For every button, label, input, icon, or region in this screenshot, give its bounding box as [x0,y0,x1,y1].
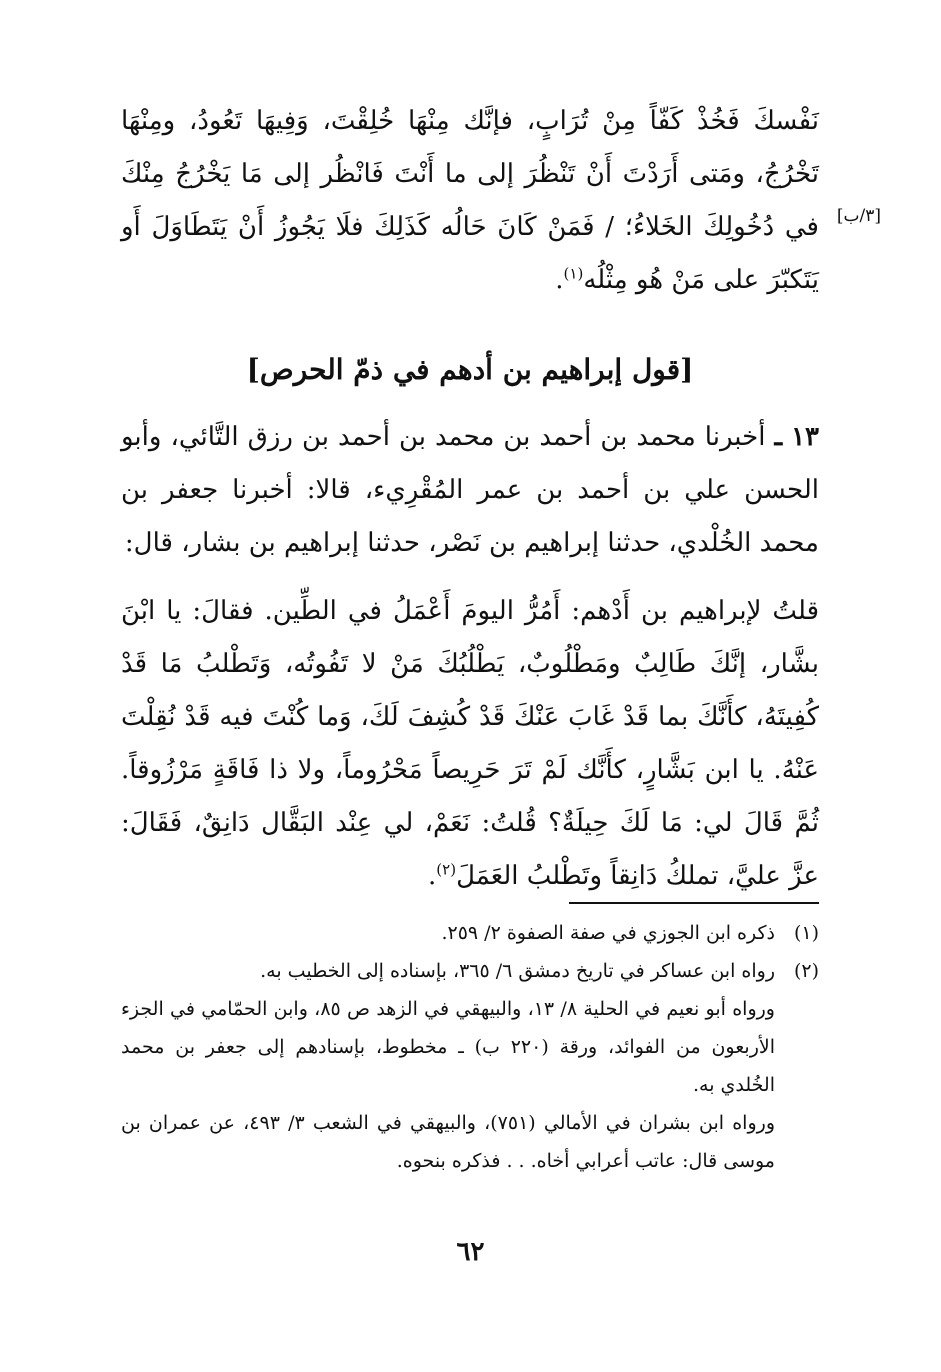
footnote-1 [121,914,819,952]
section-heading: [قول إبراهيم بن أدهم في ذمّ الحرص] [246,353,694,386]
footnote-text: ذكره ابن الجوزي في صفة الصفوة ٢/ ٢٥٩. [441,922,775,944]
footnotes [121,914,819,1180]
footnote-2-continuation: ورواه أبو نعيم في الحلية ٨/ ١٣، والبيهقي في الزهد ص ٨٥، وابن الحمّامي في الجزء الأربعون من الفوائد، ورقة (٢٢٠ ب) ـ مخطوط، بإسنادهم إلى جعفر بن محمد الخُلدي به. [121,998,775,1096]
matn-paragraph: قلتُ لإبراهيم بن أَدْهم: أَمُرُّ اليومَ أَعْمَلُ في الطِّين. فقالَ: يا ابْنَ بشَّار، إنَّكَ طَالِبٌ ومَطْلُوبٌ، يَطْلُبُكَ مَنْ لا تَفُوتُه، وَتَطْلبُ مَا قَدْ كُفِيتَهُ، كأَنَّكَ بما قَدْ غَابَ عَنْكَ قَدْ كُشِفَ لَكَ، وَما كُنْتَ فيه قَدْ نُقِلْتَ عَنْهُ. يا ابن بَشَّارٍ، كأَنَّك لَمْ تَرَ حَرِيصاً مَحْرُوماً، ولا ذا فَاقَةٍ مَرْزُوقاً. ثُمَّ قَالَ لي: مَا لَكَ حِيلَةٌ؟ قُلتُ: نَعَمْ، لي عِنْد البَقَّال دَانِقٌ، فَقَالَ: عزَّ عليَّ، تملكُ دَانِقاً وتَطْلبُ العَمَلَ$^{(٢)}$. [121,596,819,891]
footnote-number: (١) [793,922,819,944]
footnote-divider [569,902,819,904]
footnote-number: (٢) [793,960,819,982]
footnote-2-continuation: ورواه ابن بشران في الأمالي (٧٥١)، والبيهقي في الشعب ٣/ ٤٩٣، عن عمران بن موسى قال: عاتب أعرابي أخاه. . . فذكره بنحوه. [121,1112,775,1172]
page-number: ٦٢ [456,1237,485,1267]
hadith-paragraph: ١٣ ـ أخبرنا محمد بن أحمد بن محمد بن أحمد بن رزق التَّائي، وأبو الحسن علي بن أحمد بن عمر المُقْرِيء، قالا: أخبرنا جعفر بن محمد الخُلْدي، حدثنا إبراهيم بن نَصْر، حدثنا إبراهيم بن بشار، قال: [121,422,820,558]
footnote-ref-2[interactable]: (٢) [436,860,457,879]
footnote-text: رواه ابن عساكر في تاريخ دمشق ٦/ ٣٦٥، بإسناده إلى الخطيب به. [260,960,775,982]
hadith-number: ١٣ [791,422,820,452]
paragraph-continuation: نَفْسكَ فَخُذْ كَفّاً مِنْ تُرَابٍ، فإنَّك مِنْهَا خُلِقْتَ، وَفِيهَا تَعُودُ، ومِنْهَا تَخْرُجُ، ومَتى أَرَدْتَ أَنْ تَنْظُرَ إلى ما أَنْتَ فَانْظُر إلى مَا يَخْرُجُ مِنْكَ في دُخُولِكَ الخَلاءُ؛ / فَمَنْ كَانَ حَالُه كَذَلِكَ فلَا يَجُوزُ أَنْ يَتَطَاوَلَ أَو يَتَكبّرَ على مَنْ هُو مِثْلُه$^{(١)}$. [121,106,819,295]
footnote-2 [121,952,819,990]
matn-text: قلتُ لإبراهيم بن أَدْهم: أَمُرُّ اليومَ أَعْمَلُ في الطِّين. فقالَ: يا ابْنَ بشَّار، إنَّكَ طَالِبٌ ومَطْلُوبٌ، يَطْلُبُكَ مَنْ لا تَفُوتُه، وَتَطْلبُ مَا قَدْ كُفِيتَهُ، كأَنَّكَ بما قَدْ غَابَ عَنْكَ قَدْ كُشِفَ لَكَ، وَما كُنْتَ فيه قَدْ نُقِلْتَ عَنْهُ. يا ابن بَشَّارٍ، كأَنَّك لَمْ تَرَ حَرِيصاً مَحْرُوماً، ولا ذا فَاقَةٍ مَرْزُوقاً. ثُمَّ قَالَ لي: مَا لَكَ حِيلَةٌ؟ قُلتُ: نَعَمْ، لي عِنْد البَقَّال دَانِقٌ، فَقَالَ: عزَّ عليَّ، تملكُ دَانِقاً وتَطْلبُ العَمَلَ [121,596,819,891]
paragraph-text: نَفْسكَ فَخُذْ كَفّاً مِنْ تُرَابٍ، فإنَّك مِنْهَا خُلِقْتَ، وَفِيهَا تَعُودُ، ومِنْهَا تَخْرُجُ، ومَتى أَرَدْتَ أَنْ تَنْظُرَ إلى ما أَنْتَ فَانْظُر إلى مَا يَخْرُجُ مِنْكَ في دُخُولِكَ الخَلاءُ؛ / فَمَنْ كَانَ حَالُه كَذَلِكَ فلَا يَجُوزُ أَنْ يَتَطَاوَلَ أَو يَتَكبّرَ على مَنْ هُو مِثْلُه [121,106,819,295]
isnad-text: أخبرنا محمد بن أحمد بن محمد بن أحمد بن رزق التَّائي، وأبو الحسن علي بن أحمد بن عمر المُقْرِيء، قالا: أخبرنا جعفر بن محمد الخُلْدي، حدثنا إبراهيم بن نَصْر، حدثنا إبراهيم بن بشار، قال: [121,422,819,558]
footnote-ref-1[interactable]: (١) [563,264,584,283]
folio-marker: [٣/ب] [836,206,881,226]
